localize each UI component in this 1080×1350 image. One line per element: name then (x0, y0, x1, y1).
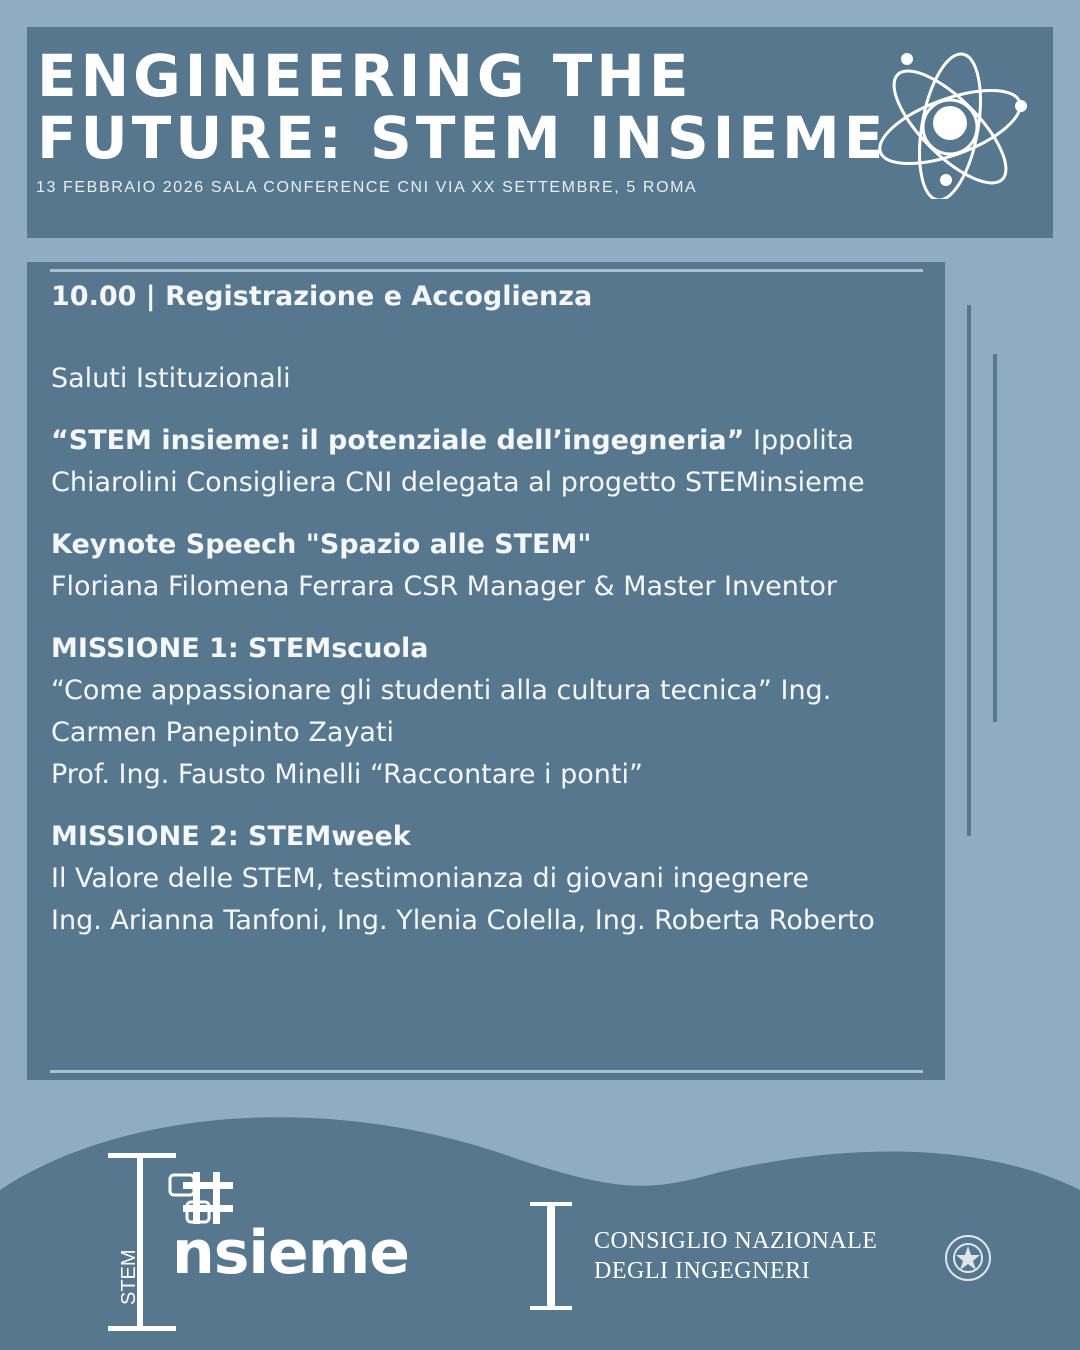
decorative-line (967, 305, 971, 836)
page-title-line-1: ENGINEERING THE (37, 42, 693, 110)
cni-name-line-1: CONSIGLIO NAZIONALE (594, 1228, 878, 1254)
divider-bottom (50, 1070, 923, 1073)
atom-icon (872, 49, 1032, 199)
greetings-item: Saluti Istituzionali (51, 363, 291, 394)
republic-emblem-icon (940, 1230, 996, 1286)
header-banner (27, 27, 1053, 238)
mission-1-talk: “Come appassionare gli studenti alla cultura tecnica” Ing. Carmen Panepinto Zayati (51, 675, 832, 748)
mission-1-title: MISSIONE 1: STEMscuola (51, 633, 429, 664)
page-title-line-2: FUTURE: STEM INSIEME (37, 104, 888, 172)
mission-2-speakers: Ing. Arianna Tanfoni, Ing. Ylenia Colella, Ing. Roberta Roberto (51, 905, 875, 936)
logo-small-label: STEM (118, 1249, 140, 1305)
keynote-speaker: Floriana Filomena Ferrara CSR Manager & Master Inventor (51, 571, 838, 602)
program-content (51, 276, 923, 942)
talk-speaker: Ippolita Chiarolini Consigliera CNI delegata al progetto STEMinsieme (51, 425, 865, 498)
cni-logo-mark (528, 1200, 578, 1312)
registration-item: 10.00 | Registrazione e Accoglienza (51, 281, 593, 312)
program-panel (27, 262, 945, 1080)
decorative-line (993, 354, 997, 722)
mission-2-talk: Il Valore delle STEM, testimonianza di giovani ingegnere (51, 863, 809, 894)
logo-wordmark: nsieme (172, 1218, 409, 1288)
divider-top (50, 269, 923, 272)
talk-item (51, 420, 923, 504)
mission-1-talk-2: Prof. Ing. Fausto Minelli “Raccontare i ponti” (51, 759, 643, 790)
cni-name (594, 1226, 877, 1286)
mission-2-title: MISSIONE 2: STEMweek (51, 821, 411, 852)
event-date-venue: 13 FEBBRAIO 2026 SALA CONFERENCE CNI VIA XX SETTEMBRE, 5 ROMA (36, 179, 698, 196)
cni-name-line-2: DEGLI INGEGNERI (594, 1258, 811, 1284)
keynote-title: Keynote Speech "Spazio alle STEM" (51, 529, 592, 560)
talk-title: “STEM insieme: il potenziale dell’ingegneria” (51, 425, 745, 456)
